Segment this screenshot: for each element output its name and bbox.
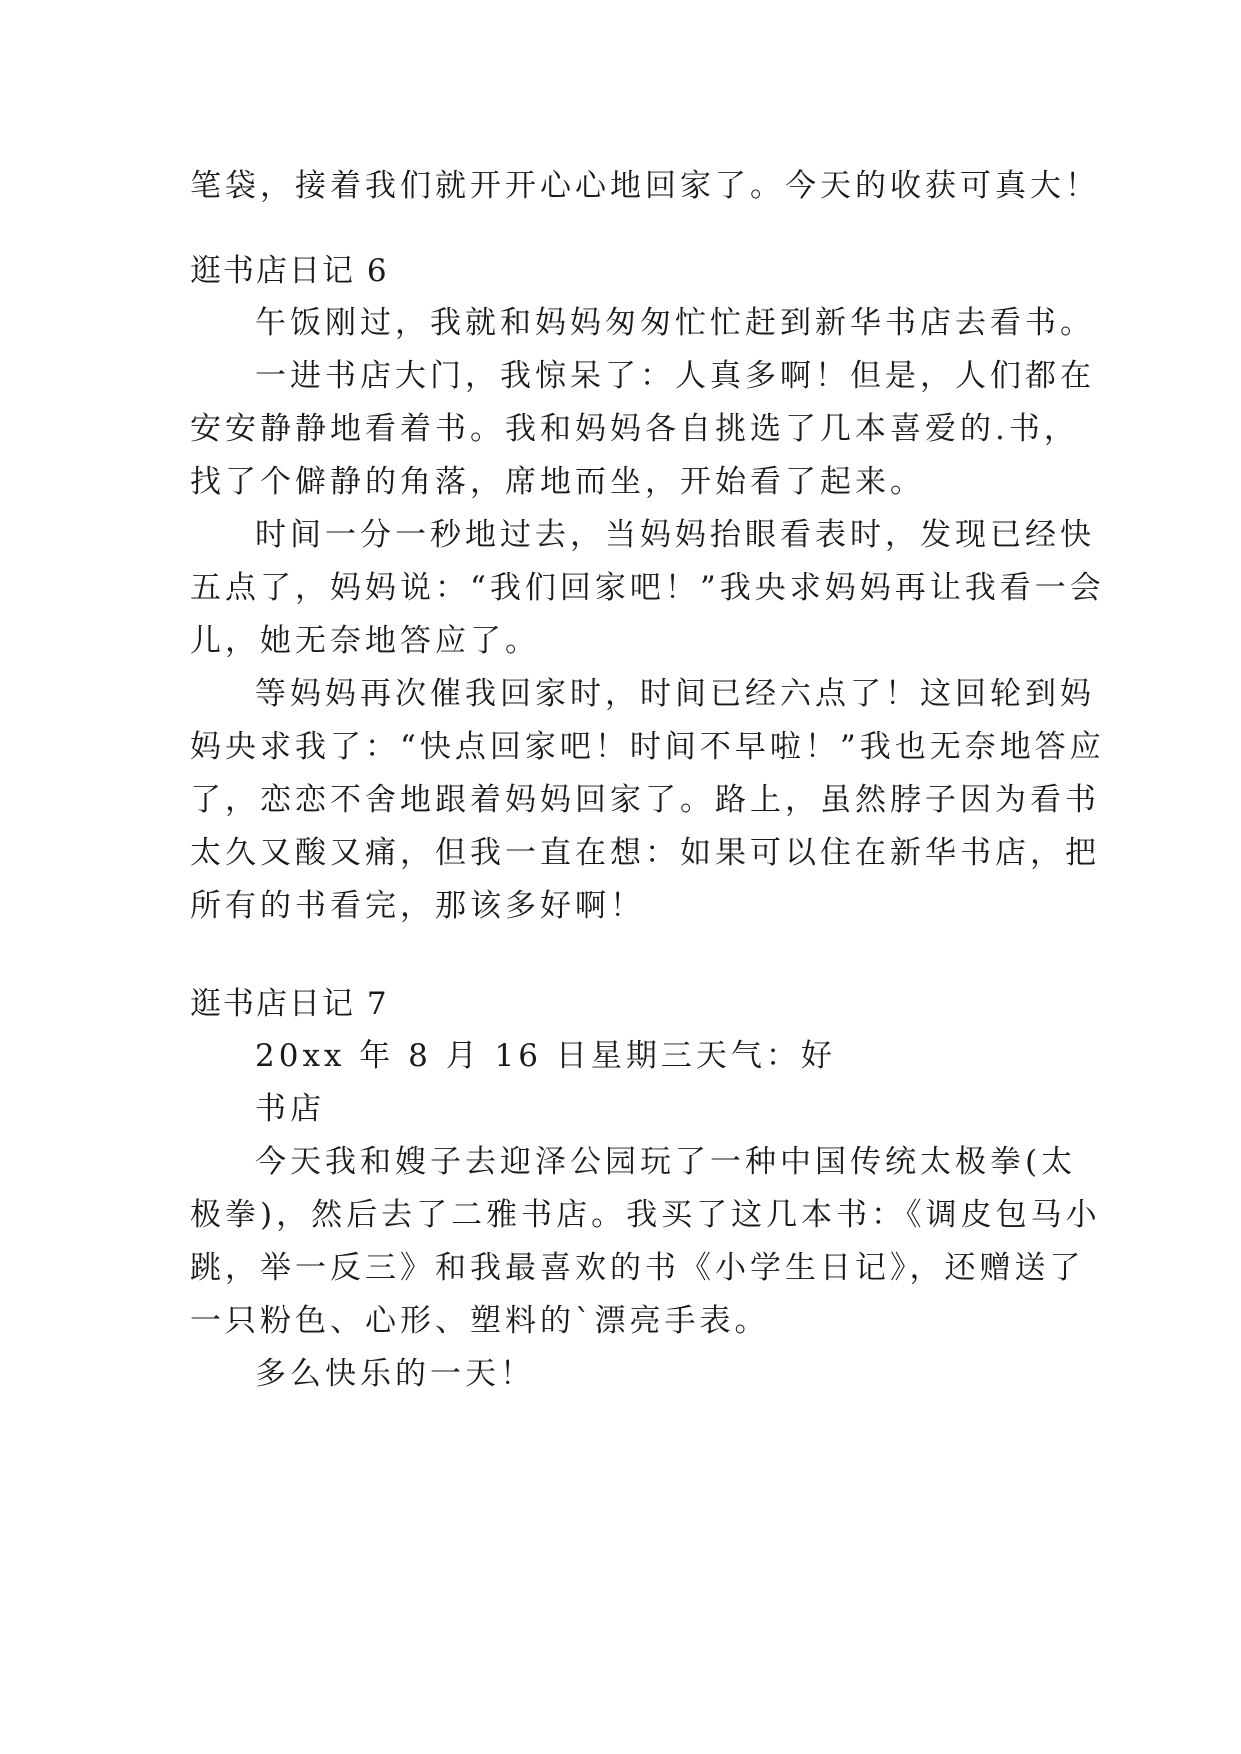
- paragraph-line: 了，恋恋不舍地跟着妈妈回家了。路上，虽然脖子因为看书: [190, 782, 1100, 818]
- paragraph-line: 安安静静地看着书。我和妈妈各自挑选了几本喜爱的.书，: [190, 411, 1079, 447]
- paragraph-line: 等妈妈再次催我回家时，时间已经六点了！这回轮到妈: [255, 676, 1095, 712]
- diary-6-title: 逛书店日记 6: [190, 253, 389, 289]
- diary-date-line: 20xx 年 8 月 16 日星期三天气：好: [255, 1038, 836, 1074]
- paragraph-line: 午饭刚过，我就和妈妈匆匆忙忙赶到新华书店去看书。: [255, 305, 1095, 341]
- paragraph-line: 儿，她无奈地答应了。: [190, 623, 540, 659]
- paragraph-line: 妈央求我了：“快点回家吧！时间不早啦！”我也无奈地答应: [190, 729, 1105, 765]
- paragraph-line: 时间一分一秒地过去，当妈妈抬眼看表时，发现已经快: [255, 517, 1095, 553]
- diary-7-title: 逛书店日记 7: [190, 986, 389, 1022]
- paragraph-line: 多么快乐的一天！: [255, 1356, 535, 1392]
- paragraph-line: 今天我和嫂子去迎泽公园玩了一种中国传统太极拳(太: [255, 1144, 1077, 1180]
- paragraph-line: 找了个僻静的角落，席地而坐，开始看了起来。: [190, 464, 925, 500]
- paragraph-line: 一只粉色、心形、塑料的`漂亮手表。: [190, 1303, 770, 1339]
- diary-subtitle: 书店: [255, 1091, 325, 1127]
- paragraph-line: 极拳)，然后去了二雅书店。我买了这几本书：《调皮包马小: [190, 1197, 1101, 1233]
- paragraph-line: 笔袋，接着我们就开开心心地回家了。今天的收获可真大！: [190, 168, 1100, 204]
- paragraph-line: 一进书店大门，我惊呆了：人真多啊！但是，人们都在: [255, 358, 1095, 394]
- paragraph-line: 所有的书看完，那该多好啊！: [190, 888, 645, 924]
- paragraph-line: 五点了，妈妈说：“我们回家吧！”我央求妈妈再让我看一会: [190, 570, 1105, 606]
- paragraph-line: 太久又酸又痛，但我一直在想：如果可以住在新华书店，把: [190, 835, 1100, 871]
- paragraph-line: 跳，举一反三》和我最喜欢的书《小学生日记》，还赠送了: [190, 1250, 1085, 1286]
